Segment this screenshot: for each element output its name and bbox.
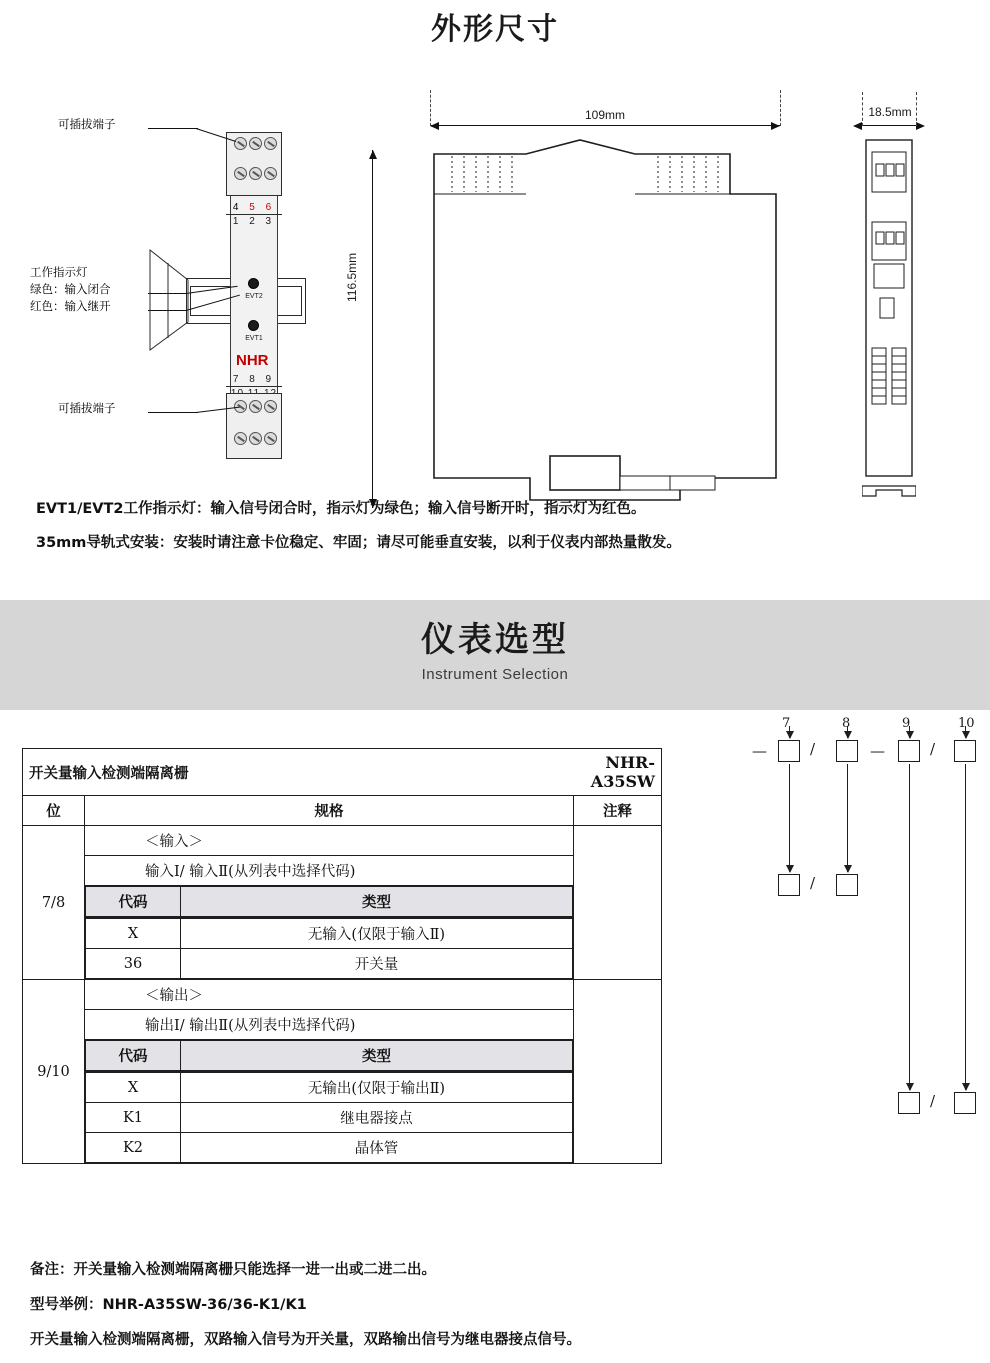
table-row [23,856,662,886]
code-row [86,949,573,979]
guide-arrow [847,764,848,872]
dim-depth-label: 18.5mm [868,105,912,119]
table-row [23,1040,662,1072]
model-code-builder [660,716,990,1136]
group-subheading: 输出Ⅰ/ 输出Ⅱ(从列表中选择代码) [85,1010,574,1040]
code-position-9: 9 [902,716,911,731]
footer-remarks [30,1258,970,1363]
code-position-8: 8 [842,716,851,731]
guide-line [789,726,790,738]
code-value: X [86,919,181,949]
code-header: 代码 [86,887,181,917]
group-position: 9/10 [23,980,85,1164]
table-row [23,918,662,980]
guide-line [909,726,910,738]
type-value: 晶体管 [181,1133,573,1163]
led-evt1-label: EVT1 [245,335,263,342]
dim-height-label: 116.5mm [345,252,359,302]
model-cell: NHR-A35SW [574,749,662,796]
table-row [23,1010,662,1040]
terminal-numbers-789: 7 8 9 [232,374,276,385]
guide-arrow [965,764,966,1090]
brand-logo: NHR [236,352,269,369]
code-box-8[interactable] [836,740,858,762]
table-row [23,886,662,918]
table-row [23,980,662,1010]
code-dash: — [752,742,767,760]
guide-line [847,726,848,738]
remark-line: 开关量输入检测端隔离栅，双路输入信号为开关量，双路输出信号为继电器接点信号。 [30,1332,581,1348]
dim-width-line [430,125,780,126]
code-header: 代码 [86,1041,181,1071]
section-dimensions-title: 外形尺寸 [431,12,559,47]
code-type-header [85,1040,574,1072]
code-box-8-detail[interactable] [836,874,858,896]
code-row [86,1103,573,1133]
code-value: K2 [86,1133,181,1163]
type-header: 类型 [181,1041,573,1071]
code-box-10-detail[interactable] [954,1092,976,1114]
table-row [23,826,662,856]
code-box-9[interactable] [898,740,920,762]
note-line: EVT1/EVT2工作指示灯：输入信号闭合时，指示灯为绿色；输入信号断开时，指示灯为红色。 [36,501,646,517]
type-value: 开关量 [181,949,573,979]
selection-table [22,748,662,1164]
code-value: X [86,1073,181,1103]
note-cell [574,826,662,980]
code-box-7-detail[interactable] [778,874,800,896]
dim-height-line [372,150,373,508]
remark-line: 型号举例：NHR-A35SW-36/36-K1/K1 [30,1297,307,1313]
led-evt2-label: EVT2 [245,293,263,300]
code-box-10[interactable] [954,740,976,762]
ext-line [430,90,431,126]
header-spec: 规格 [85,796,574,826]
table-row [23,749,662,796]
code-slash: / [810,740,816,758]
code-type-header [85,886,574,918]
side-view-outline [862,138,916,506]
banner-title-cn: 仪表选型 [421,620,569,660]
type-value: 无输入(仅限于输入Ⅱ) [181,919,573,949]
terminal-numbers-456: 4 5 6 [232,202,276,213]
code-row [86,1133,573,1163]
product-name-cell: 开关量输入检测端隔离栅 [23,749,574,796]
group-position: 7/8 [23,826,85,980]
group-heading: ＜输入＞ [85,826,574,856]
code-value: K1 [86,1103,181,1133]
label-indicator-green: 绿色：输入闭合 [30,282,111,296]
group-heading: ＜输出＞ [85,980,574,1010]
type-value: 无输出(仅限于输出Ⅱ) [181,1073,573,1103]
header-position: 位 [23,796,85,826]
dim-width-label: 109mm [584,108,625,122]
type-header: 类型 [181,887,573,917]
code-slash: / [930,1092,936,1110]
dim-depth-line [862,125,916,126]
label-pluggable-bottom: 可插拔端子 [58,401,116,415]
code-dash: — [870,742,885,760]
guide-arrow [789,764,790,872]
code-rows [85,918,574,980]
code-row [86,1073,573,1103]
dimension-diagram [0,50,990,480]
code-slash: / [810,874,816,892]
note-cell [574,980,662,1164]
banner-title-en: Instrument Selection [421,666,569,683]
table-header-row [23,796,662,826]
guide-arrow [909,764,910,1090]
ext-line [862,92,863,126]
code-box-9-detail[interactable] [898,1092,920,1114]
code-slash: / [930,740,936,758]
code-position-10: 10 [958,716,975,731]
guide-line [965,726,966,738]
note-line: 35mm导轨式安装：安装时请注意卡位稳定、牢固；请尽可能垂直安装，以利于仪表内部热量散发。 [36,535,681,551]
table-row [23,1072,662,1164]
label-pluggable-top: 可插拔端子 [58,117,116,131]
code-row [86,919,573,949]
code-value: 36 [86,949,181,979]
code-position-7: 7 [782,716,791,731]
code-rows [85,1072,574,1164]
ext-line [916,92,917,126]
label-indicator-title: 工作指示灯 [30,265,88,279]
group-subheading: 输入Ⅰ/ 输入Ⅱ(从列表中选择代码) [85,856,574,886]
ext-line [780,90,781,126]
remark-line: 备注：开关量输入检测端隔离栅只能选择一进一出或二进二出。 [30,1262,436,1278]
terminal-numbers-123: 1 2 3 [232,216,276,227]
front-view-outline [430,138,780,506]
type-value: 继电器接点 [181,1103,573,1133]
code-box-7[interactable] [778,740,800,762]
dimension-notes [36,497,966,565]
label-indicator-red: 红色：输入继开 [30,299,111,313]
header-note: 注释 [574,796,662,826]
